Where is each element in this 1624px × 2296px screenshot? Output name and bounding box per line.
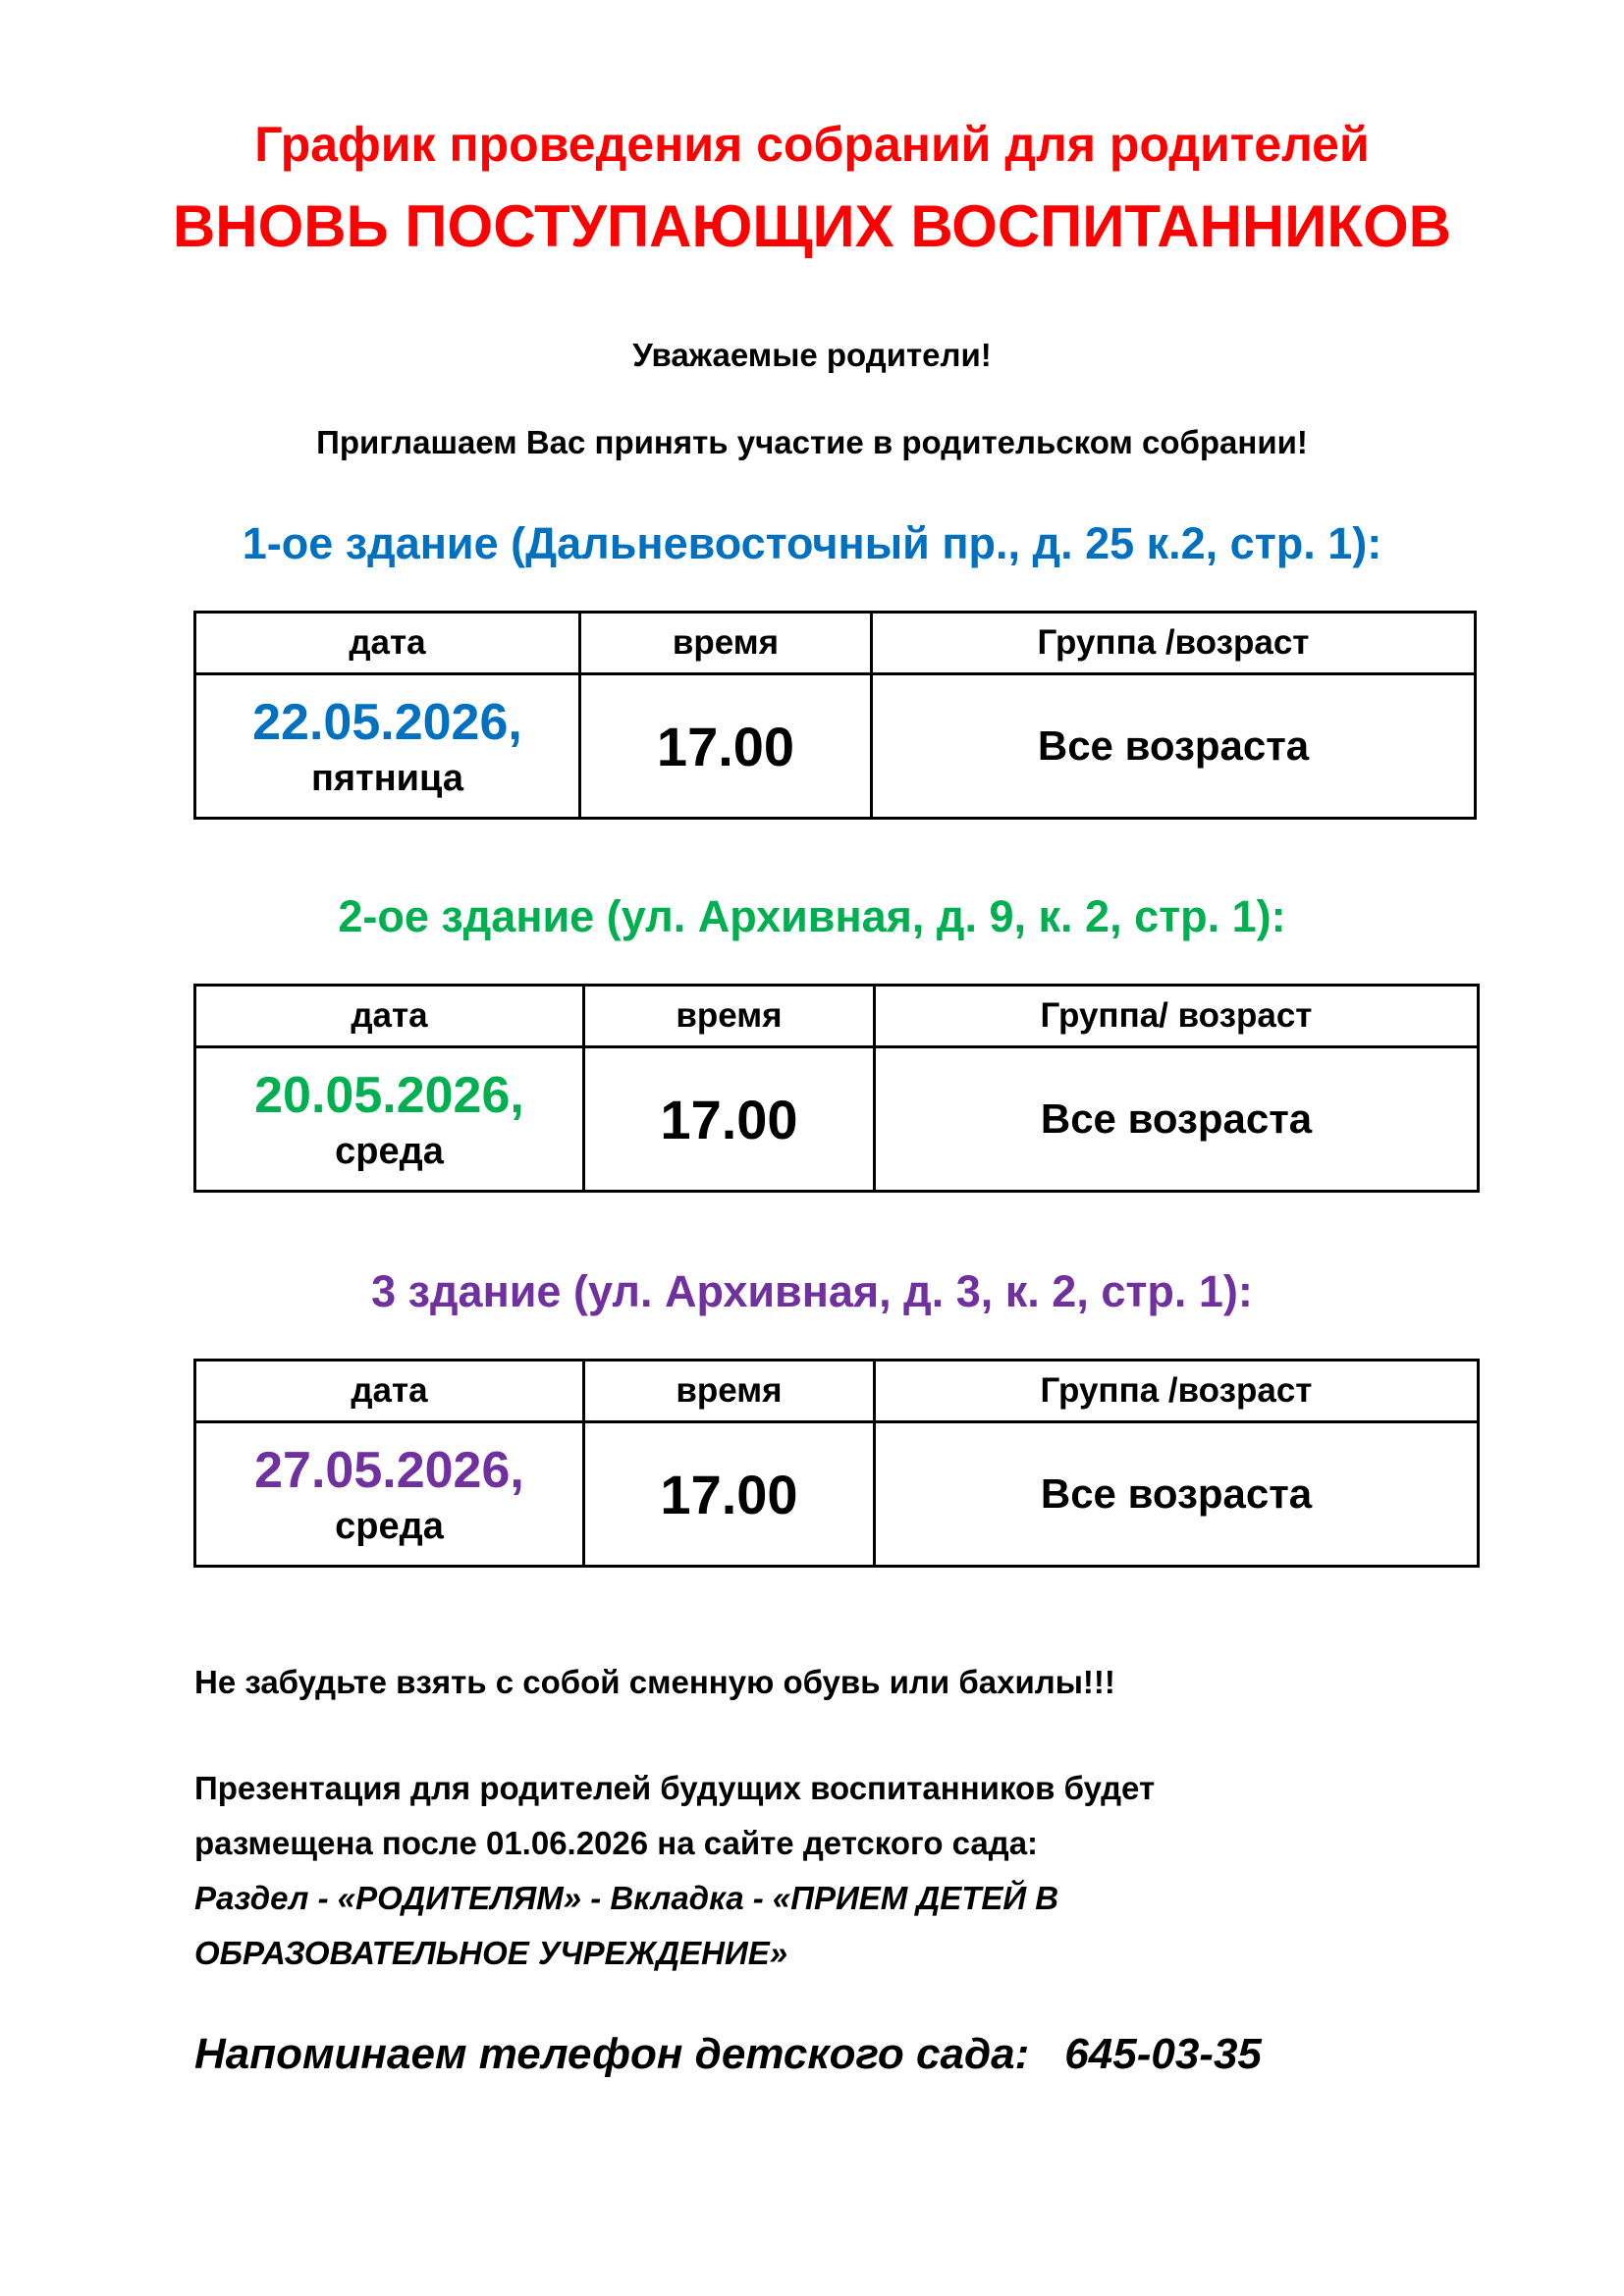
meeting-weekday: среда (335, 1506, 444, 1547)
table-row (195, 674, 1476, 819)
meeting-time: 17.00 (580, 674, 872, 819)
building-2-heading: 2-ое здание (ул. Архивная, д. 9, к. 2, стр. 1): (338, 891, 1286, 941)
title-line-1: График проведения собраний для родителей (254, 117, 1370, 172)
table-header-row (195, 986, 1479, 1047)
date-cell (195, 1422, 584, 1567)
meeting-date: 22.05.2026, (252, 694, 522, 751)
meeting-group: Все возраста (875, 1047, 1479, 1192)
phone-number: 645-03-35 (1064, 2030, 1262, 2078)
meeting-time: 17.00 (584, 1422, 875, 1567)
table-header-row (195, 1361, 1479, 1422)
shoes-reminder: Не забудьте взять с собой сменную обувь или бахилы!!! (194, 1664, 1115, 1700)
greeting: Уважаемые родители! (632, 337, 992, 373)
meeting-group: Все возраста (872, 674, 1476, 819)
date-cell (195, 674, 580, 819)
meeting-weekday: пятница (310, 758, 463, 799)
building-1-heading: 1-ое здание (Дальневосточный пр., д. 25 к.2, стр. 1): (242, 518, 1382, 568)
title-line-2: ВНОВЬ ПОСТУПАЮЩИХ ВОСПИТАННИКОВ (172, 193, 1452, 259)
table-header-row (195, 613, 1476, 674)
phone-reminder (194, 2030, 1471, 2079)
invitation: Приглашаем Вас принять участие в родительском собрании! (316, 424, 1308, 460)
column-header-date: дата (195, 986, 584, 1047)
column-header-time: время (584, 1361, 875, 1422)
table-row (195, 1422, 1479, 1567)
building-2-schedule-table (193, 984, 1480, 1193)
meeting-weekday: среда (335, 1131, 444, 1172)
meeting-time: 17.00 (584, 1047, 875, 1192)
column-header-group: Группа/ возраст (875, 986, 1479, 1047)
table-row (195, 1047, 1479, 1192)
column-header-group: Группа /возраст (872, 613, 1476, 674)
phone-label: Напоминаем телефон детского сада: (194, 2030, 1030, 2078)
presentation-line-3: Раздел - «РОДИТЕЛЯМ» - Вкладка - «ПРИЕМ ДЕТЕЙ В (194, 1880, 1059, 1916)
building-1-schedule-table (193, 611, 1477, 820)
column-header-time: время (580, 613, 872, 674)
column-header-date: дата (195, 1361, 584, 1422)
column-header-group: Группа /возраст (875, 1361, 1479, 1422)
presentation-notice (194, 1761, 1471, 1981)
presentation-line-4: ОБРАЗОВАТЕЛЬНОЕ УЧРЕЖДЕНИЕ» (194, 1935, 788, 1971)
building-3-schedule-table (193, 1359, 1480, 1568)
meeting-date: 20.05.2026, (254, 1067, 524, 1124)
presentation-line-1: Презентация для родителей будущих воспитанников будет (194, 1770, 1156, 1806)
column-header-date: дата (195, 613, 580, 674)
presentation-line-2: размещена после 01.06.2026 на сайте детского сада: (194, 1825, 1039, 1861)
meeting-date: 27.05.2026, (254, 1442, 524, 1499)
building-3-heading: 3 здание (ул. Архивная, д. 3, к. 2, стр. 1): (371, 1266, 1253, 1316)
meeting-group: Все возраста (875, 1422, 1479, 1567)
column-header-time: время (584, 986, 875, 1047)
date-cell (195, 1047, 584, 1192)
